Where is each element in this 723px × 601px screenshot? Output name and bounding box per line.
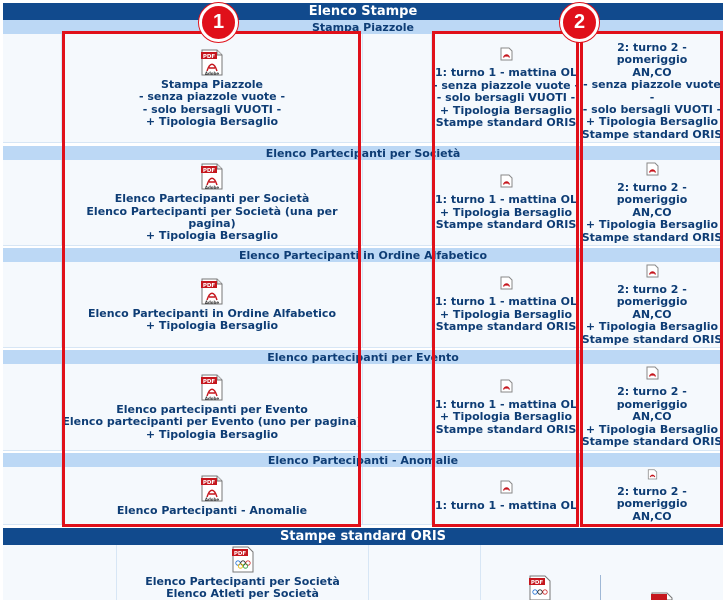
turno1-line[interactable]: 1: turno 1 - mattina OL: [434, 193, 578, 207]
print-line[interactable]: - solo bersagli VUOTI -: [142, 102, 282, 116]
turno1-line[interactable]: 1: turno 1 - mattina OL: [434, 498, 578, 512]
column-divider: [362, 364, 363, 451]
turno2-line[interactable]: AN,CO: [632, 65, 672, 79]
oris-line[interactable]: Elenco Partecipanti per Società: [145, 575, 340, 588]
print-line[interactable]: Elenco Partecipanti in Ordine Alfabetico: [88, 306, 336, 320]
turno1-line[interactable]: 1: turno 1 - mattina OL: [434, 66, 578, 80]
turno2-line[interactable]: 2: turno 2 - pomeriggio: [616, 282, 688, 309]
column-divider: [362, 34, 363, 143]
section-header: Elenco Partecipanti in Ordine Alfabetico: [3, 248, 723, 262]
print-line[interactable]: + Tipologia Bersaglio: [145, 229, 279, 243]
section-header: Elenco partecipanti per Evento: [3, 350, 723, 364]
pdf-label: PDF: [202, 282, 216, 289]
turno2-line[interactable]: 2: turno 2 - pomeriggio: [616, 40, 688, 67]
print-line[interactable]: - senza piazzole vuote -: [138, 90, 286, 104]
print-line[interactable]: Elenco Partecipanti - Anomalie: [116, 503, 308, 517]
column-divider: [362, 467, 363, 525]
turno2-line[interactable]: AN,CO: [632, 410, 672, 424]
turno2-line[interactable]: 2: turno 2 - pomeriggio: [616, 484, 688, 511]
column-divider: [362, 262, 363, 348]
pdf-label: PDF: [202, 479, 216, 486]
turno1-line[interactable]: - senza piazzole vuote -: [432, 78, 580, 92]
turno1-line[interactable]: + Tipologia Bersaglio: [439, 205, 573, 219]
adobe-label: Adobe: [204, 299, 220, 305]
annotation-badge-2: 2: [560, 3, 599, 42]
turno2-line[interactable]: Stampe standard ORIS: [581, 435, 723, 449]
adobe-label: Adobe: [204, 70, 220, 76]
turno2-line[interactable]: Stampe standard ORIS: [581, 127, 723, 141]
oris-divider: [368, 545, 369, 600]
turno1-line[interactable]: Stampe standard ORIS: [435, 422, 577, 436]
turno1-line[interactable]: + Tipologia Bersaglio: [439, 103, 573, 117]
turno1-line[interactable]: - solo bersagli VUOTI -: [436, 91, 576, 105]
section-header: Elenco Partecipanti per Società: [3, 146, 723, 160]
pdf-oris-icon[interactable]: [529, 575, 551, 600]
oris-societa-link[interactable]: [117, 546, 368, 601]
turno2-line[interactable]: + Tipologia Bersaglio: [585, 422, 719, 436]
oris-divider: [480, 545, 481, 600]
column-divider: [362, 160, 363, 246]
turno2-line[interactable]: Stampe standard ORIS: [581, 332, 723, 346]
print-line[interactable]: Elenco partecipanti per Evento (uno per pagina): [62, 415, 362, 429]
section-header: Stampa Piazzole: [3, 20, 723, 34]
print-line[interactable]: + Tipologia Bersaglio: [145, 319, 279, 332]
print-line[interactable]: Elenco partecipanti per Evento: [116, 402, 308, 416]
turno1-line[interactable]: + Tipologia Bersaglio: [439, 307, 573, 321]
turno2-line[interactable]: 2: turno 2 - pomeriggio: [616, 385, 688, 411]
pdf-oris-icon[interactable]: [651, 592, 673, 600]
oris-title: Stampe standard ORIS: [3, 528, 723, 545]
turno1-line[interactable]: Stampe standard ORIS: [435, 218, 577, 232]
pdf-label: PDF: [202, 53, 216, 60]
print-line[interactable]: + Tipologia Bersaglio: [145, 427, 279, 441]
annotation-box-2: [432, 31, 579, 527]
adobe-label: Adobe: [204, 185, 220, 191]
print-line[interactable]: Elenco Partecipanti per Società (una per pagina): [86, 204, 338, 230]
turno1-line[interactable]: 1: turno 1 - mattina OL: [434, 397, 578, 411]
print-line[interactable]: Elenco Partecipanti per Società: [114, 192, 310, 206]
pdf-label: PDF: [530, 580, 544, 586]
pdf-label: PDF: [202, 168, 216, 175]
turno1-line[interactable]: + Tipologia Bersaglio: [439, 410, 573, 424]
turno2-line[interactable]: 2: turno 2 - pomeriggio: [616, 180, 688, 207]
print-line[interactable]: + Tipologia Bersaglio: [145, 114, 279, 128]
turno1-line[interactable]: Stampe standard ORIS: [435, 320, 577, 334]
page-title: Elenco Stampe: [3, 3, 723, 20]
turno2-line[interactable]: + Tipologia Bersaglio: [585, 115, 719, 129]
print-line[interactable]: Stampa Piazzole: [160, 77, 264, 91]
turno2-line[interactable]: - senza piazzole vuote -: [583, 78, 721, 104]
pdf-label: PDF: [202, 378, 216, 385]
adobe-label: Adobe: [204, 395, 220, 401]
annotation-box-1: [62, 31, 361, 527]
turno2-line[interactable]: - solo bersagli VUOTI -: [582, 102, 722, 116]
pdf-label: PDF: [233, 551, 246, 557]
turno2-line[interactable]: AN,CO: [632, 307, 672, 321]
adobe-label: Adobe: [204, 496, 220, 502]
turno1-line[interactable]: Stampe standard ORIS: [435, 116, 577, 130]
turno2-line[interactable]: + Tipologia Bersaglio: [585, 320, 719, 334]
oris-line[interactable]: Elenco Atleti per Società: [166, 587, 319, 601]
annotation-box-2b: [580, 31, 723, 527]
turno2-line[interactable]: + Tipologia Bersaglio: [585, 218, 719, 232]
turno1-line[interactable]: 1: turno 1 - mattina OL: [434, 295, 578, 309]
oris-divider: [600, 575, 601, 600]
turno2-line[interactable]: AN,CO: [632, 205, 672, 219]
turno2-line[interactable]: AN,CO: [632, 509, 672, 523]
pdf-oris-icon: [232, 546, 254, 573]
annotation-badge-1: 1: [199, 3, 238, 42]
turno2-line[interactable]: Stampe standard ORIS: [581, 230, 723, 244]
section-header: Elenco Partecipanti - Anomalie: [3, 453, 723, 467]
